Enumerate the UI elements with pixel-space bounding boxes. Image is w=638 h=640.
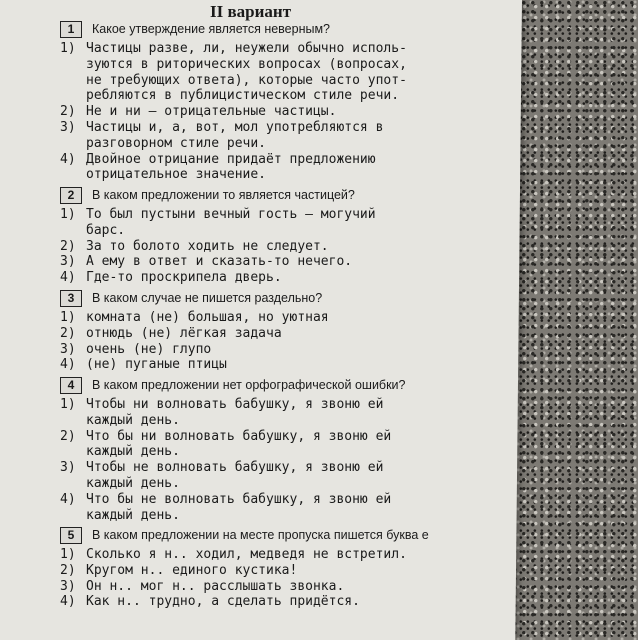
option-item <box>60 429 490 461</box>
option-text: Как н.. трудно, а сделать придётся. <box>86 594 360 610</box>
option-number: 2) <box>60 562 76 578</box>
option-text: Кругом н.. единого кустика! <box>86 562 298 578</box>
option-number: 3) <box>60 460 76 476</box>
option-text: Что бы не волновать бабушку, я звоню ей каждый день. <box>86 491 392 523</box>
question-4-options <box>60 397 490 523</box>
option-item <box>60 342 490 358</box>
option-text: То был пустыни вечный гость — могучий барс. <box>86 207 376 238</box>
option-number: 2) <box>60 238 76 254</box>
question-number: 5 <box>60 527 82 544</box>
option-item <box>60 594 490 610</box>
question-number: 1 <box>60 21 82 38</box>
option-text: Чтобы ни волновать бабушку, я звоню ей каждый день. <box>86 397 384 428</box>
option-text: Что бы ни волновать бабушку, я звоню ей каждый день. <box>86 428 392 460</box>
page-title: II вариант <box>210 2 292 21</box>
option-number: 2) <box>60 325 76 341</box>
option-item <box>60 152 490 184</box>
question-4-header <box>60 376 406 394</box>
question-3-header <box>60 289 322 307</box>
option-text: комната (не) большая, но уютная <box>86 310 329 325</box>
question-3-options <box>60 310 490 373</box>
option-number: 3) <box>60 254 76 270</box>
question-prompt: В каком предложении на месте пропуска пишется буква е <box>92 528 429 542</box>
option-item <box>60 41 490 104</box>
option-text: Чтобы не волновать бабушку, я звоню ей каждый день. <box>86 460 384 491</box>
option-number: 1) <box>60 397 76 412</box>
option-number: 3) <box>60 578 76 594</box>
option-item <box>60 326 490 342</box>
option-number: 1) <box>60 207 76 222</box>
question-number: 4 <box>60 377 82 394</box>
option-number: 4) <box>60 151 76 167</box>
option-number: 3) <box>60 341 76 357</box>
option-number: 4) <box>60 270 76 286</box>
option-item <box>60 239 490 255</box>
option-item <box>60 207 490 239</box>
option-number: 2) <box>60 104 76 120</box>
question-prompt: В каком предложении то является частицей? <box>92 188 355 202</box>
option-text: Частицы и, а, вот, мол употребляются в разговорном стиле речи. <box>86 119 384 151</box>
option-text: За то болото ходить не следует. <box>86 238 329 254</box>
option-number: 1) <box>60 310 76 325</box>
question-prompt: Какое утверждение является неверным? <box>92 22 331 36</box>
option-item <box>60 357 490 373</box>
option-item <box>60 397 490 429</box>
option-number: 1) <box>60 547 76 562</box>
option-text: Где-то проскрипела дверь. <box>86 270 282 286</box>
option-text: отнюдь (не) лёгкая задача <box>86 325 282 341</box>
option-number: 4) <box>60 594 76 610</box>
question-1-header <box>60 20 330 38</box>
option-number: 4) <box>60 491 76 507</box>
option-text: Двойное отрицание придаёт предложению отрицательное значение. <box>86 151 376 183</box>
question-5-options <box>60 547 490 610</box>
question-number: 2 <box>60 187 82 204</box>
option-text: А ему в ответ и сказать-то нечего. <box>86 254 353 270</box>
option-text: Сколько я н.. ходил, медведя не встретил. <box>86 547 407 562</box>
question-number: 3 <box>60 290 82 307</box>
question-prompt: В каком случае не пишется раздельно? <box>92 291 323 305</box>
option-text: Частицы разве, ли, неужели обычно исполь- зуются в риторических вопросах (вопросах, не требующих ответа), которые часто упот- ребляются в публицистическом стиле речи. <box>86 41 407 104</box>
option-text: Он н.. мог н.. расслышать звонка. <box>86 578 345 594</box>
option-text: очень (не) глупо <box>86 341 212 357</box>
option-item <box>60 270 490 286</box>
option-item <box>60 254 490 270</box>
question-1-options <box>60 41 490 183</box>
question-2-header <box>60 186 355 204</box>
option-item <box>60 492 490 524</box>
option-item <box>60 460 490 492</box>
question-2-options <box>60 207 490 286</box>
option-item <box>60 579 490 595</box>
option-item <box>60 547 490 563</box>
question-prompt: В каком предложении нет орфографической ошибки? <box>92 378 406 392</box>
question-5-header <box>60 526 429 544</box>
option-number: 3) <box>60 119 76 135</box>
option-item <box>60 310 490 326</box>
option-number: 4) <box>60 357 76 373</box>
option-text: (не) пуганые птицы <box>86 357 227 373</box>
option-item <box>60 104 490 120</box>
option-item <box>60 120 490 152</box>
option-text: Не и ни — отрицательные частицы. <box>86 104 337 120</box>
option-item <box>60 563 490 579</box>
option-number: 1) <box>60 41 76 56</box>
option-number: 2) <box>60 428 76 444</box>
